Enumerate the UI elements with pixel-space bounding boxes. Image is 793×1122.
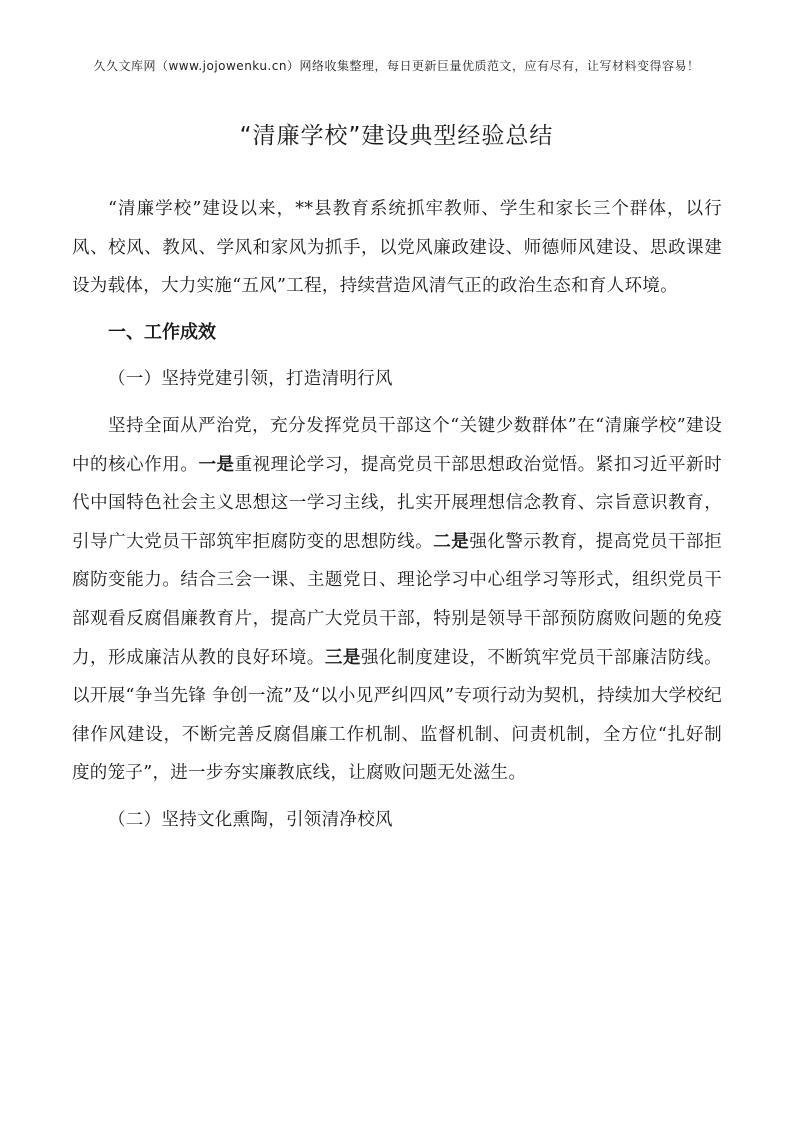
subsection-1-paragraph: [72, 407, 722, 793]
section-heading-work-results: 一、工作成效: [108, 321, 216, 343]
point-1-text: 重视理论学习，提高党员干部思想政治觉悟。紧扣习近平新时代中国特色社会主义思想这一学习主线，扎实开展理想信念教育、宗旨意识教育，引导广大党员干部筑牢拒腐防变的思想防线。: [72, 454, 722, 552]
point-3-lead: 三是: [324, 647, 361, 668]
subsection-1-opening: 坚持全面从严治党，充分发挥党员干部这个“关键少数群体”在“清廉学校”建设中的核心作用。: [72, 415, 722, 475]
point-2-text: 强化警示教育，提高党员干部拒腐防变能力。结合三会一课、主题党日、理论学习中心组学习等形式，组织党员干部观看反腐倡廉教育片，提高广大党员干部，特别是领导干部预防腐败问题的免疫力，形成廉洁从教的良好环境。: [72, 531, 722, 668]
page-header-banner: 久久文库网（www.jojowenku.cn）网络收集整理，每日更新巨量优质范文，应有尽有，让写材料变得容易！: [93, 59, 700, 73]
point-3-text: 强化制度建设，不断筑牢党员干部廉洁防线。以开展“争当先锋 争创一流”及“以小见严纠四风”专项行动为契机，持续加大学校纪律作风建设，不断完善反腐倡廉工作机制、监督机制、问责机制，全方位“扎好制度的笼子”，进一步夯实廉教底线，让腐败问题无处滋生。: [72, 647, 722, 784]
document-title: “清廉学校”建设典型经验总结: [239, 123, 554, 149]
subsection-heading-2: （二）坚持文化熏陶，引领清净校风: [108, 809, 393, 830]
document-body: [72, 190, 722, 840]
point-1-lead: 一是: [198, 454, 235, 475]
subsection-heading-1: （一）坚持党建引领，打造清明行风: [108, 369, 393, 390]
intro-paragraph: “清廉学校”建设以来，**县教育系统抓牢教师、学生和家长三个群体，以行风、校风、教风、学风和家风为抓手，以党风廉政建设、师德师风建设、思政课建设为载体，大力实施“五风”工程，持续营造风清气正的政治生态和育人环境。: [72, 199, 722, 297]
point-2-lead: 二是: [433, 531, 470, 552]
